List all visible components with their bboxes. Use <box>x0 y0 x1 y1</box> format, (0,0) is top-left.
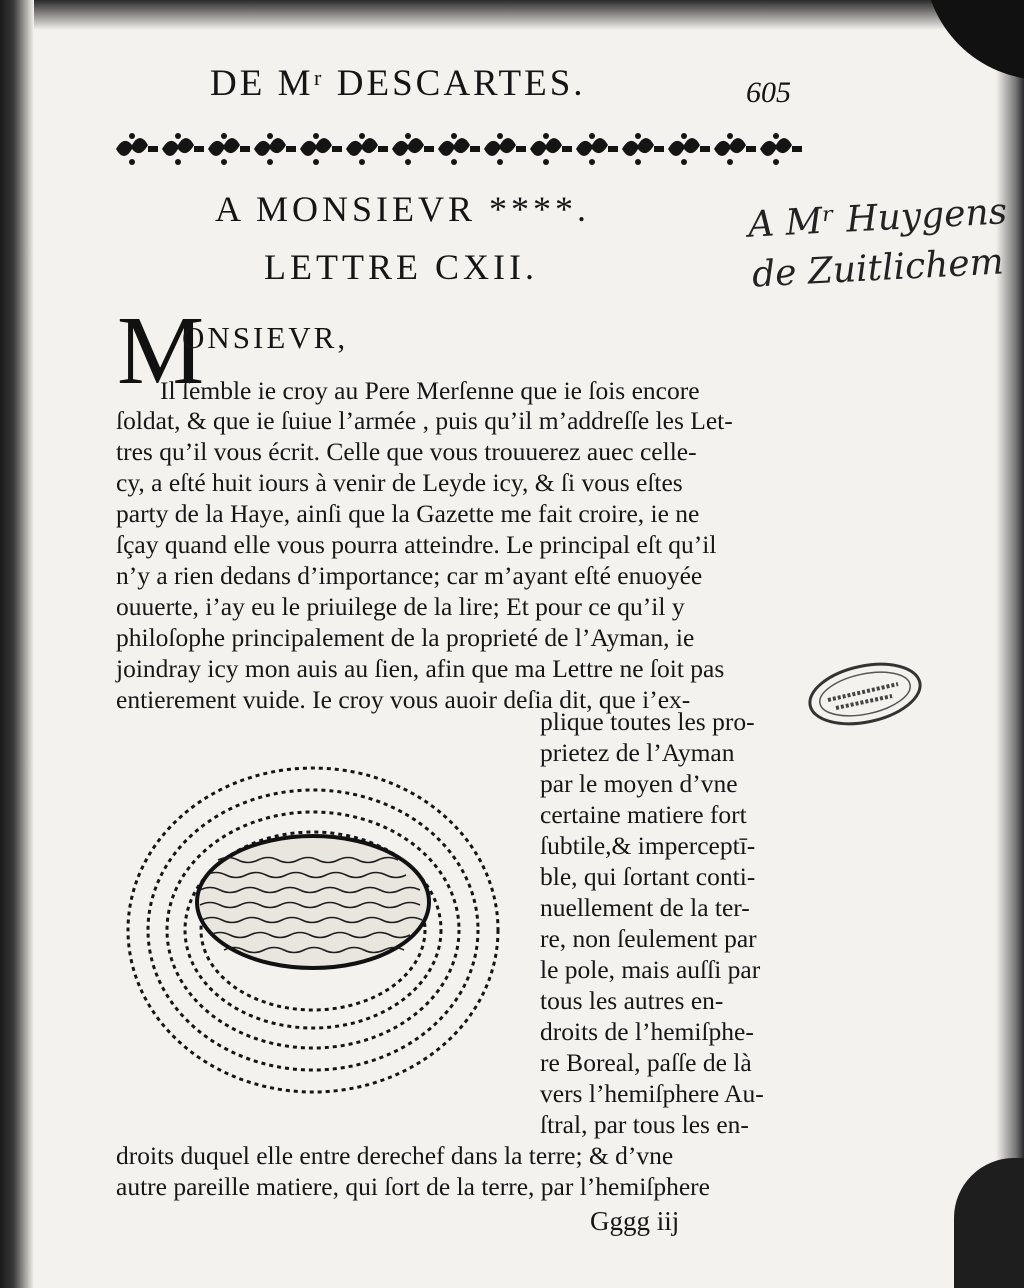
ornamental-band <box>112 128 802 170</box>
body-line: n’y a rien dedans d’importance; car m’ayant eſté enuoyée <box>116 561 703 590</box>
body-line: prietez de l’Ayman <box>540 738 735 767</box>
body-line: ſçay quand elle vous pourra atteindre. Le principal eſt qu’il <box>116 530 717 559</box>
body-line: tres qu’il vous écrit. Celle que vous trouuerez auec celle- <box>116 437 697 466</box>
handwritten-annotation: A Mʳ Huygens <box>747 191 1009 246</box>
body-line: re, non ſeulement par <box>540 924 757 953</box>
body-line: par le moyen d’vne <box>540 769 738 798</box>
body-line: nuellement de la ter- <box>540 893 750 922</box>
body-line: ſubtile,& imperceptī- <box>540 831 756 860</box>
body-line: party de la Haye, ainſi que la Gazette me fait croire, ie ne <box>116 499 700 528</box>
body-line: plique toutes les pro- <box>540 707 755 736</box>
scan-corner <box>924 0 1024 80</box>
signature-mark: Gggg iij <box>590 1206 680 1236</box>
body-line: ouuerte, i’ay eu le priuilege de la lire; Et pour ce qu’il y <box>116 592 685 621</box>
body-line: cy, a eſté huit iours à venir de Leyde icy, & ſi vous eſtes <box>116 468 683 497</box>
salutation: ONSIEVR, <box>182 320 349 355</box>
library-stamp <box>806 662 924 726</box>
body-line: entierement vuide. Ie croy vous auoir deſia dit, que i’ex- <box>116 685 691 714</box>
body-line: ble, qui ſortant conti- <box>540 862 756 891</box>
letter-title: A MONSIEVR ****. <box>215 189 591 229</box>
body-line: tous les autres en- <box>540 986 724 1015</box>
body-line: droits de l’hemiſphe- <box>540 1017 754 1046</box>
scan-shadow-left <box>0 0 34 1288</box>
body-line: droits duquel elle entre derechef dans la terre; & d’vne <box>116 1141 674 1170</box>
handwritten-annotation: de Zuitlichem <box>751 241 1005 296</box>
running-head: DE Mʳ DESCARTES. <box>210 63 586 104</box>
body-line: ſtral, par tous les en- <box>540 1110 749 1139</box>
body-line: autre pareille matiere, qui ſort de la terre, par l’hemiſphere <box>116 1172 710 1201</box>
scan-corner <box>954 1158 1024 1288</box>
scan-shadow-top <box>0 0 1024 30</box>
letter-number: LETTRE CXII. <box>264 247 538 287</box>
body-line: joindray icy mon auis au ſien, afin que ma Lettre ne ſoit pas <box>116 654 725 683</box>
magnet-field-figure <box>108 740 528 1130</box>
drop-cap: M <box>117 297 205 405</box>
body-line: Il ſemble ie croy au Pere Merſenne que ie ſois encore <box>160 376 700 405</box>
page-number: 605 <box>746 76 791 109</box>
body-line: certaine matiere fort <box>540 800 747 829</box>
body-line: philoſophe principalement de la proprieté de l’Ayman, ie <box>116 623 695 652</box>
body-line: re Boreal, paſſe de là <box>540 1048 752 1077</box>
body-line: vers l’hemiſphere Au- <box>540 1079 764 1108</box>
body-line: ſoldat, & que ie ſuiue l’armée , puis qu’il m’addreſſe les Let- <box>116 406 733 435</box>
body-line: le pole, mais auſſi par <box>540 955 761 984</box>
